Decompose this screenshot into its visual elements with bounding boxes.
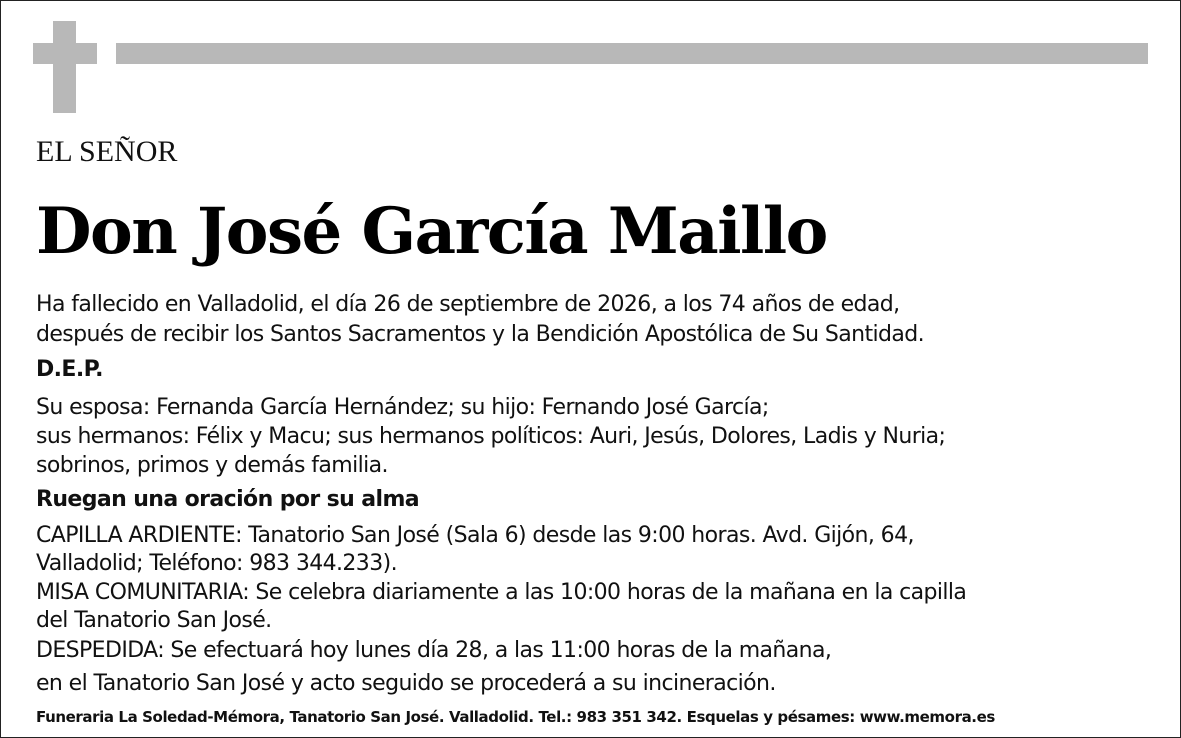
header-rule: [116, 43, 1148, 64]
announcement-line-1: Ha fallecido en Valladolid, el día 26 de septiembre de 2026, a los 74 años de edad,: [36, 292, 900, 317]
deceased-name: Don José García Maillo: [36, 194, 827, 269]
details-line-4: del Tanatorio San José.: [36, 608, 272, 633]
cross-icon-arm: [33, 43, 97, 64]
details-line-2: Valladolid; Teléfono: 983 344.233).: [36, 551, 397, 576]
family-line-3: sobrinos, primos y demás familia.: [36, 453, 388, 478]
details-line-6: en el Tanatorio San José y acto seguido se procederá a su incineración.: [36, 671, 776, 696]
family-line-1: Su esposa: Fernanda García Hernández; su hijo: Fernando José García;: [36, 395, 769, 420]
funeral-home-footer: Funeraria La Soledad-Mémora, Tanatorio San José. Valladolid. Tel.: 983 351 342. Esquelas y pésames: www.memora.es: [36, 708, 995, 726]
dep-heading: D.E.P.: [36, 357, 103, 382]
details-line-1: CAPILLA ARDIENTE: Tanatorio San José (Sala 6) desde las 9:00 horas. Avd. Gijón, 64,: [36, 523, 914, 548]
details-line-3: MISA COMUNITARIA: Se celebra diariamente a las 10:00 horas de la mañana en la capilla: [36, 580, 967, 605]
prayer-request: Ruegan una oración por su alma: [36, 487, 420, 512]
title-prefix: EL SEÑOR: [36, 135, 178, 168]
cross-icon: [53, 21, 76, 113]
details-line-5: DESPEDIDA: Se efectuará hoy lunes día 28, a las 11:00 horas de la mañana,: [36, 638, 832, 663]
announcement-line-2: después de recibir los Santos Sacramentos y la Bendición Apostólica de Su Santidad.: [36, 322, 925, 347]
family-line-2: sus hermanos: Félix y Macu; sus hermanos políticos: Auri, Jesús, Dolores, Ladis y Nuria;: [36, 424, 946, 449]
